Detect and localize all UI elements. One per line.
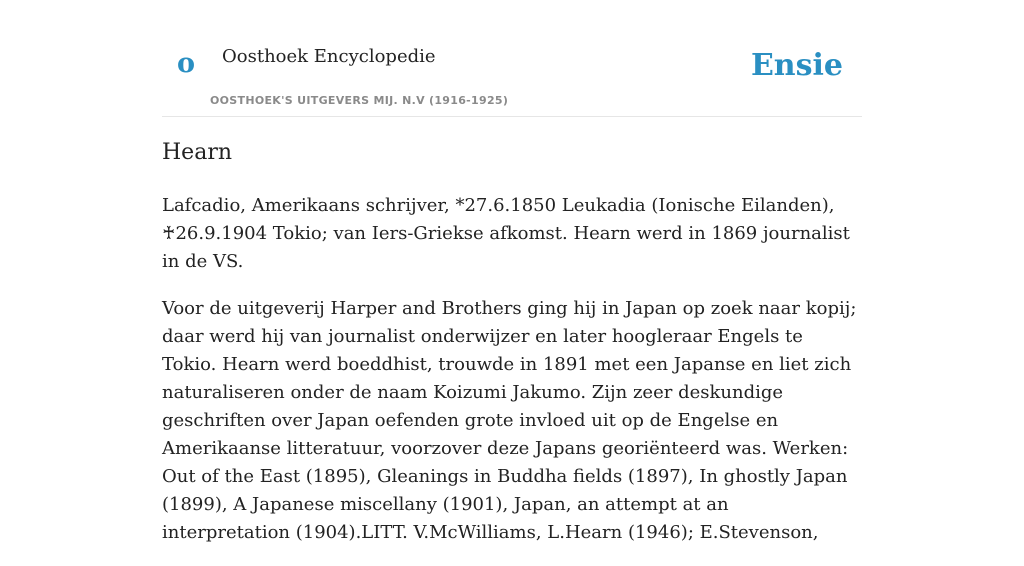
site-header	[162, 0, 862, 117]
entry-body	[162, 192, 862, 566]
entry-paragraph-intro: Lafcadio, Amerikaans schrijver, *27.6.1850 Leukadia (Ionische Eilanden), ♰26.9.1904 Tokio; van Iers-Griekse afkomst. Hearn werd in 1869 journalist in de VS.	[162, 195, 850, 272]
site-title[interactable]: Oosthoek Encyclopedie	[222, 46, 436, 67]
site-subtitle: OOSTHOEK'S UITGEVERS MIJ. N.V (1916-1925)	[210, 94, 509, 107]
page-container	[162, 0, 862, 543]
entry-paragraph-main: Voor de uitgeverij Harper and Brothers ging hij in Japan op zoek naar kopij; daar werd hij van journalist onderwijzer en later hoogleraar Engels te Tokio. Hearn werd boeddhist, trouwde in 1891 met een Japanse en liet zich naturaliseren onder de naam Koizumi Jakumo. Zijn zeer deskundige geschriften over Japan oefenden grote invloed uit op de Engelse en Amerikaanse litteratuur, voorzover deze Japans georiënteerd was. Werken: Out of the East (1895), Gleanings in Buddha fields (1897), In ghostly Japan (1899), A Japanese miscellany (1901), Japan, an attempt at an interpretation (1904).LITT. V.McWilliams, L.Hearn (1946); E.Stevenson,	[162, 298, 857, 543]
site-logo[interactable]: o	[177, 48, 196, 79]
entry-title: Hearn	[162, 140, 233, 165]
brand-logo[interactable]: Ensie	[750, 48, 843, 83]
